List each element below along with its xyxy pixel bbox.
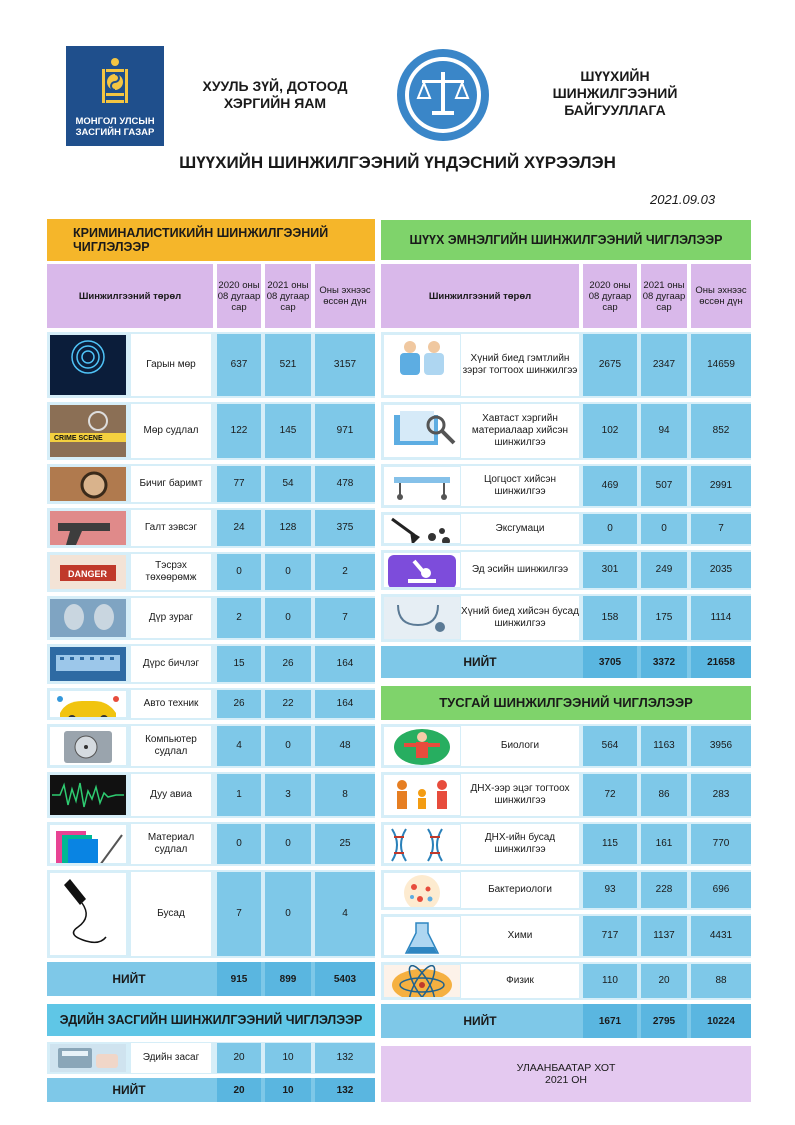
table-row (47, 688, 375, 720)
row-value-start: 14659 (691, 334, 751, 396)
row-value-2020: 26 (217, 690, 261, 718)
microscope-icon (384, 553, 460, 587)
pistol-icon (50, 511, 126, 545)
page-title: ШҮҮХИЙН ШИНЖИЛГЭЭНИЙ ҮНДЭСНИЙ ХҮРЭЭЛЭН (179, 153, 616, 172)
table-row (381, 870, 751, 910)
row-label: Дүрс бичлэг (131, 646, 211, 682)
shovel-icon (384, 515, 460, 543)
table-row (381, 822, 751, 866)
row-value-2021: 86 (641, 774, 687, 816)
special-total-label: НИЙТ (463, 1014, 497, 1028)
flask-icon (384, 917, 460, 955)
col-header-type: Шинжилгээний төрөл (47, 264, 213, 328)
row-value-2021: 1163 (641, 726, 687, 766)
table-row (381, 402, 751, 460)
row-value-2020: 717 (583, 916, 637, 956)
row-label: Галт зэвсэг (131, 510, 211, 546)
row-value-start: 25 (315, 824, 375, 864)
biology-body-icon (384, 727, 460, 765)
row-value-2020: 564 (583, 726, 637, 766)
forensic-col-header-2021: 2021 оны 08 дугаар сар (641, 264, 687, 328)
table-row (47, 724, 375, 768)
row-label: Бусад (131, 872, 211, 956)
row-value-2021: 0 (265, 872, 311, 956)
row-value-start: 283 (691, 774, 751, 816)
economic-row-2020: 20 (217, 1043, 261, 1073)
fingerprint-icon (50, 335, 126, 395)
forensic-total-2021: 3372 (641, 646, 687, 678)
table-row (47, 552, 375, 592)
table-row (47, 402, 375, 460)
economic-row-start: 132 (315, 1043, 375, 1073)
row-value-2021: 145 (265, 404, 311, 458)
hard-drive-icon (50, 727, 126, 765)
row-label: Дүр зураг (131, 598, 211, 638)
row-value-start: 7 (691, 514, 751, 544)
row-label: Эд эсийн шинжилгээ (461, 552, 579, 588)
economic-total-2021: 10 (265, 1078, 311, 1102)
row-value-2020: 2675 (583, 334, 637, 396)
row-value-start: 696 (691, 872, 751, 908)
row-value-2021: 249 (641, 552, 687, 588)
row-value-2021: 175 (641, 596, 687, 640)
soyombo-emblem-icon (100, 56, 130, 108)
row-value-2021: 94 (641, 404, 687, 458)
row-value-start: 8 (315, 774, 375, 816)
svg-text:CRIME SCENE: CRIME SCENE (54, 435, 103, 442)
row-value-2020: 0 (217, 554, 261, 590)
row-value-2020: 1 (217, 774, 261, 816)
row-value-2021: 20 (641, 964, 687, 998)
material-fabric-icon (50, 825, 126, 863)
row-value-2021: 128 (265, 510, 311, 546)
row-value-2021: 521 (265, 334, 311, 396)
row-label: Физик (461, 964, 579, 998)
row-label: Эксгумаци (461, 514, 579, 544)
footer-box (381, 1046, 751, 1102)
forensic-total-2020: 3705 (583, 646, 637, 678)
economic-section-title: ЭДИЙН ЗАСГИЙН ШИНЖИЛГЭЭНИЙ ЧИГЛЭЛЭЭР (47, 1004, 375, 1036)
row-value-2020: 110 (583, 964, 637, 998)
forensic-total-label: НИЙТ (463, 655, 497, 669)
special-total-2020: 1671 (583, 1004, 637, 1038)
row-value-2020: 0 (583, 514, 637, 544)
table-row (47, 772, 375, 818)
row-value-start: 164 (315, 646, 375, 682)
row-value-start: 88 (691, 964, 751, 998)
row-value-2020: 2 (217, 598, 261, 638)
row-value-2020: 637 (217, 334, 261, 396)
table-row (381, 550, 751, 590)
report-date: 2021.09.03 (650, 192, 716, 207)
criminal-total-row (47, 962, 375, 996)
car-icon (50, 691, 126, 717)
forensic-col-header-type: Шинжилгээний төрөл (381, 264, 579, 328)
row-value-2021: 22 (265, 690, 311, 718)
row-label: Хавтаст хэргийн материалаар хийсэн шинжилгээ (461, 404, 579, 458)
table-row (47, 596, 375, 640)
row-value-start: 164 (315, 690, 375, 718)
table-row (381, 772, 751, 818)
row-value-2021: 1137 (641, 916, 687, 956)
row-value-start: 4431 (691, 916, 751, 956)
row-value-2020: 469 (583, 466, 637, 506)
row-value-2020: 122 (217, 404, 261, 458)
gov-logo-text: МОНГОЛ УЛСЫН ЗАСГИЙН ГАЗАР (75, 116, 155, 138)
stretcher-icon (384, 467, 460, 505)
economic-total-row (47, 1078, 375, 1102)
row-value-2020: 72 (583, 774, 637, 816)
row-value-start: 4 (315, 872, 375, 956)
row-value-2020: 77 (217, 466, 261, 502)
footer-city: УЛААНБААТАР ХОТ (516, 1062, 616, 1074)
row-label: Бичиг баримт (131, 466, 211, 502)
row-value-start: 971 (315, 404, 375, 458)
face-portrait-icon (50, 599, 126, 637)
special-total-start: 10224 (691, 1004, 751, 1038)
economic-total-label: НИЙТ (112, 1083, 146, 1097)
folder-magnifier-icon (384, 405, 460, 457)
atom-icon (384, 965, 460, 997)
economic-total-start: 132 (315, 1078, 375, 1102)
table-row (47, 822, 375, 866)
table-row (381, 512, 751, 546)
row-value-2021: 54 (265, 466, 311, 502)
document-magnifier-icon (50, 467, 126, 501)
row-value-2020: 115 (583, 824, 637, 864)
col-header-2020: 2020 оны 08 дугаар сар (217, 264, 261, 328)
criminal-total-2021: 899 (265, 962, 311, 996)
table-row (381, 914, 751, 958)
danger-explosive-icon (50, 555, 126, 589)
dna-icon (384, 825, 460, 863)
forensic-col-header-start: Оны эхнээс өссөн дүн (691, 264, 751, 328)
row-value-2020: 24 (217, 510, 261, 546)
row-label: Биологи (461, 726, 579, 766)
economic-row (47, 1042, 375, 1074)
row-label: Компьютер судлал (131, 726, 211, 766)
row-value-start: 375 (315, 510, 375, 546)
row-label: Тэсрэх төхөөрөмж (131, 554, 211, 590)
special-total-2021: 2795 (641, 1004, 687, 1038)
stethoscope-icon (384, 597, 460, 639)
table-row (381, 594, 751, 642)
family-icon (384, 775, 460, 815)
row-value-start: 48 (315, 726, 375, 766)
crime-scene-icon (50, 405, 126, 457)
economic-row-2021: 10 (265, 1043, 311, 1073)
ministry-name: ХУУЛЬ ЗҮЙ, ДОТООД ХЭРГИЙН ЯАМ (202, 78, 348, 111)
government-logo (66, 46, 164, 146)
table-row (47, 464, 375, 504)
footer-year: 2021 ОН (544, 1074, 588, 1086)
row-value-2021: 3 (265, 774, 311, 816)
row-label: Дуу авиа (131, 774, 211, 816)
row-label: ДНХ-ээр эцэг тогтоох шинжилгээ (461, 774, 579, 816)
doctors-icon (384, 335, 460, 395)
row-value-2021: 0 (265, 726, 311, 766)
table-row (47, 644, 375, 684)
row-value-2020: 7 (217, 872, 261, 956)
row-value-2021: 2347 (641, 334, 687, 396)
row-label: Авто техник (131, 690, 211, 718)
row-value-2020: 301 (583, 552, 637, 588)
row-label: Мөр судлал (131, 404, 211, 458)
col-header-start: Оны эхнээс өссөн дүн (315, 264, 375, 328)
row-label: ДНХ-ийн бусад шинжилгээ (461, 824, 579, 864)
special-total-row (381, 1004, 751, 1038)
video-film-icon (50, 647, 126, 681)
row-value-2020: 4 (217, 726, 261, 766)
row-label: Хими (461, 916, 579, 956)
forensic-total-start: 21658 (691, 646, 751, 678)
row-label: Хүний биед гэмтлийн зэрэг тогтоох шинжилгээ (461, 334, 579, 396)
forensic-total-row (381, 646, 751, 678)
row-value-2021: 26 (265, 646, 311, 682)
row-value-start: 7 (315, 598, 375, 638)
table-row (47, 508, 375, 548)
row-value-start: 2035 (691, 552, 751, 588)
row-value-start: 1114 (691, 596, 751, 640)
row-value-2020: 0 (217, 824, 261, 864)
criminal-total-2020: 915 (217, 962, 261, 996)
row-value-2021: 0 (265, 824, 311, 864)
row-label: Бактериологи (461, 872, 579, 908)
calculator-icon (50, 1044, 126, 1072)
economic-total-2020: 20 (217, 1078, 261, 1102)
criminal-total-label: НИЙТ (112, 972, 146, 986)
row-value-2021: 507 (641, 466, 687, 506)
forensic-section-title: ШҮҮХ ЭМНЭЛГИЙН ШИНЖИЛГЭЭНИЙ ЧИГЛЭЛЭЭР (381, 220, 751, 260)
institute-seal-icon (396, 48, 490, 142)
table-row (381, 464, 751, 508)
row-value-2020: 15 (217, 646, 261, 682)
economic-row-label: Эдийн засаг (131, 1043, 211, 1073)
bacteria-icon (384, 873, 460, 907)
row-label: Цогцост хийсэн шинжилгээ (461, 466, 579, 506)
table-row (47, 332, 375, 398)
institution-name: ШҮҮХИЙН ШИНЖИЛГЭЭНИЙ БАЙГУУЛЛАГА (552, 68, 678, 118)
row-value-2021: 0 (641, 514, 687, 544)
row-value-2020: 158 (583, 596, 637, 640)
row-value-start: 2991 (691, 466, 751, 506)
row-value-2021: 228 (641, 872, 687, 908)
table-row (381, 962, 751, 1000)
sound-wave-icon (50, 775, 126, 815)
table-row (381, 724, 751, 768)
row-value-2020: 93 (583, 872, 637, 908)
row-label: Гарын мөр (131, 334, 211, 396)
row-value-start: 478 (315, 466, 375, 502)
col-header-2021: 2021 оны 08 дугаар сар (265, 264, 311, 328)
row-value-start: 3157 (315, 334, 375, 396)
special-section-title: ТУСГАЙ ШИНЖИЛГЭЭНИЙ ЧИГЛЭЛЭЭР (381, 686, 751, 720)
forensic-col-header-2020: 2020 оны 08 дугаар сар (583, 264, 637, 328)
row-value-2021: 161 (641, 824, 687, 864)
table-row (47, 870, 375, 958)
criminal-total-start: 5403 (315, 962, 375, 996)
svg-text:DANGER: DANGER (68, 569, 108, 579)
fountain-pen-icon (50, 873, 126, 955)
row-label: Материал судлал (131, 824, 211, 864)
row-value-2021: 0 (265, 554, 311, 590)
row-value-2021: 0 (265, 598, 311, 638)
row-value-start: 852 (691, 404, 751, 458)
row-value-start: 2 (315, 554, 375, 590)
criminal-section-title: КРИМИНАЛИСТИКИЙН ШИНЖИЛГЭЭНИЙ ЧИГЛЭЛЭЭР (47, 219, 375, 261)
row-value-start: 770 (691, 824, 751, 864)
row-value-2020: 102 (583, 404, 637, 458)
row-value-start: 3956 (691, 726, 751, 766)
row-label: Хүний биед хийсэн бусад шинжилгээ (461, 596, 579, 640)
table-row (381, 332, 751, 398)
